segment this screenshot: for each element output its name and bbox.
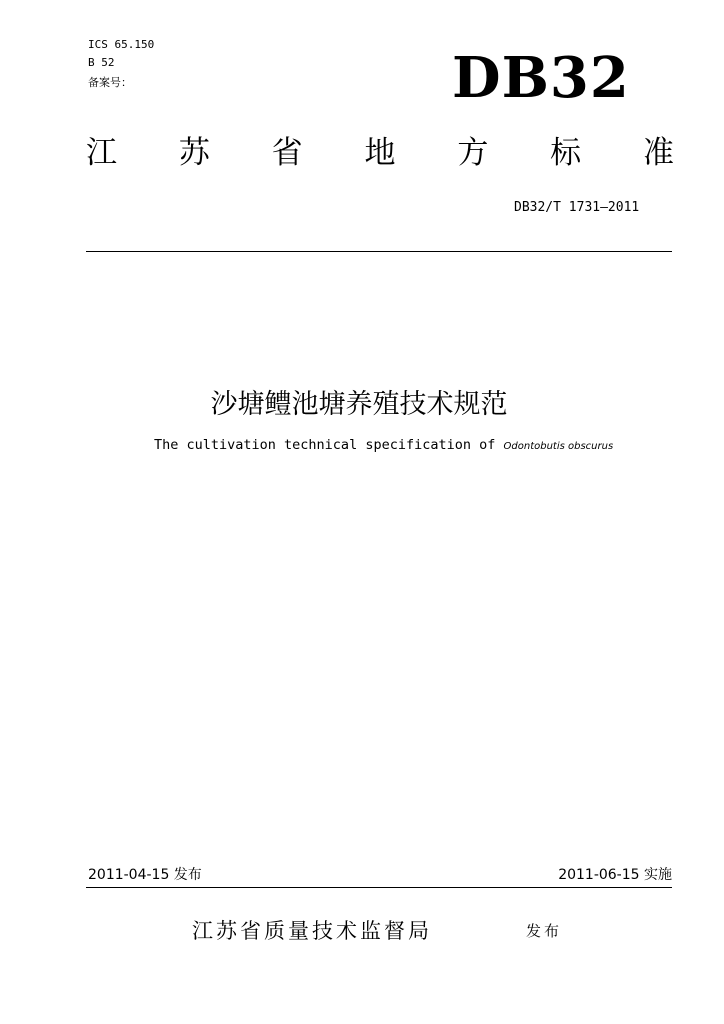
- issuing-authority: 江苏省质量技术监督局: [192, 919, 432, 943]
- document-title-chinese: 沙塘鳢池塘养殖技术规范: [210, 389, 508, 420]
- standard-type-char: 苏: [178, 135, 210, 171]
- standard-type-char: 准: [642, 135, 674, 171]
- standard-type-heading: [86, 134, 674, 172]
- record-number-label: 备案号：: [88, 76, 132, 89]
- implementation-date: 2011-06-15 实施: [558, 867, 672, 883]
- header-divider: [86, 251, 672, 252]
- standard-type-char: 地: [364, 135, 396, 171]
- standard-type-char: 江: [86, 135, 117, 171]
- standard-logo: DB32: [452, 45, 630, 111]
- standard-type-char: 方: [457, 135, 489, 171]
- document-title-english: [154, 437, 613, 455]
- issue-date: 2011-04-15 发布: [88, 867, 202, 883]
- footer-divider: [86, 887, 672, 888]
- ics-number: ICS 65.150: [88, 38, 155, 51]
- species-name: Odontobutis obscurus: [503, 441, 614, 452]
- standard-type-char: 标: [550, 135, 582, 171]
- english-title-text: The cultivation technical specification of: [154, 437, 496, 453]
- standard-type-char: 省: [271, 135, 303, 171]
- issue-label: 发布: [526, 922, 563, 940]
- classification-code: B 52: [88, 56, 115, 69]
- standard-code: DB32/T 1731—2011: [514, 200, 640, 215]
